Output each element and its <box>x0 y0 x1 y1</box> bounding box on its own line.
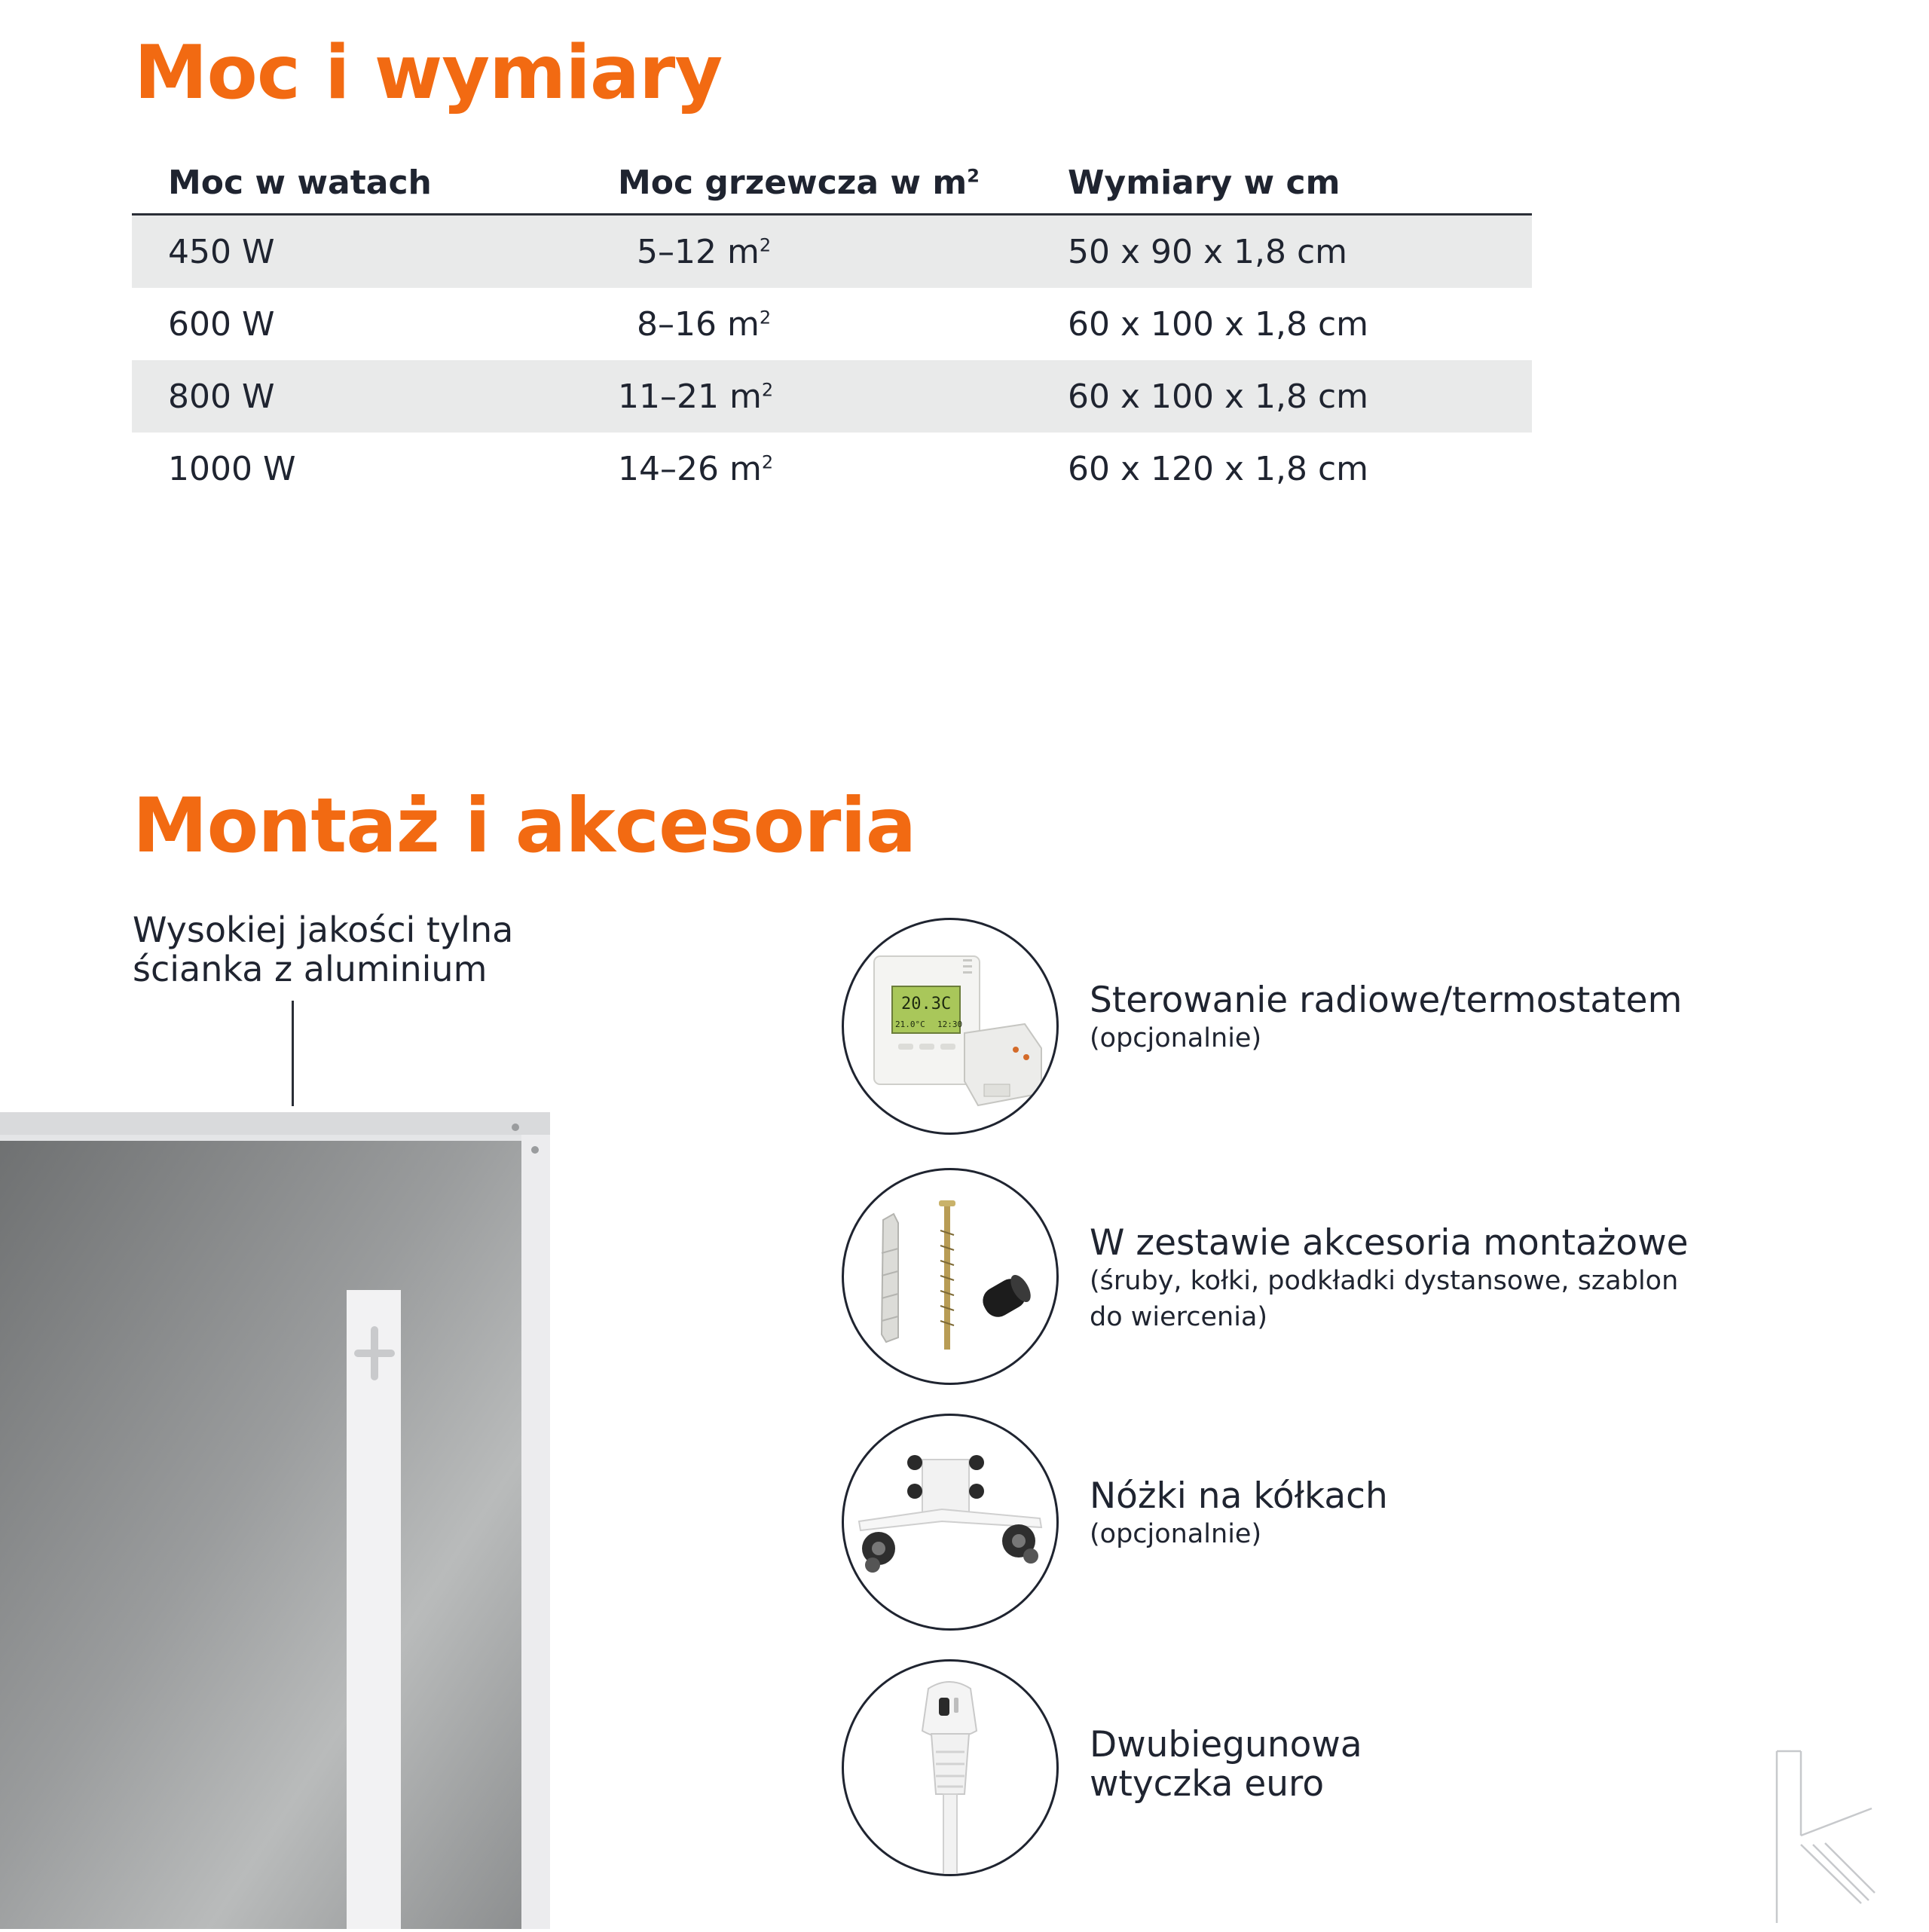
panel-caption: Wysokiej jakości tylna ścianka z aluminium <box>133 909 514 989</box>
accessory-wheeled-feet <box>1090 1477 1843 1552</box>
accessory-subtitle: (śruby, kołki, podkładki dystansowe, szablon do wiercenia) <box>1090 1266 1679 1332</box>
mounting-screws-image <box>842 1168 1059 1385</box>
cell-dimensions: 60 x 100 x 1,8 cm <box>1068 305 1369 344</box>
cell-heating: 5–12 $m^2$ <box>637 233 772 271</box>
accessory-subtitle: (opcjonalnie) <box>1090 1519 1262 1549</box>
cell-heating: 14–26 $m^2$ <box>618 450 774 488</box>
svg-text:21.0°C: 21.0°C <box>895 1019 925 1029</box>
table-row <box>132 433 1532 505</box>
table-row <box>132 360 1532 433</box>
wheeled-feet-image <box>842 1414 1059 1631</box>
accessory-thermostat <box>1090 981 1843 1056</box>
cell-power: 600 W <box>168 305 275 344</box>
header-dimensions: Wymiary w cm <box>1068 164 1341 202</box>
cell-power: 1000 W <box>168 450 296 488</box>
cell-heating: 11–21 $m^2$ <box>618 378 774 416</box>
aluminium-back-panel-image <box>0 1112 558 1932</box>
accessory-mounting-kit <box>1090 1224 1843 1335</box>
accessory-title: Sterowanie radiowe/termostatem <box>1090 980 1683 1021</box>
accessory-title: W zestawie akcesoria montażowe <box>1090 1222 1689 1264</box>
accessory-title: Nóżki na kółkach <box>1090 1475 1388 1517</box>
table-row <box>132 216 1532 288</box>
cell-power: 800 W <box>168 378 275 416</box>
accessory-euro-plug <box>1090 1726 1843 1804</box>
brand-logo-mark <box>1769 1747 1882 1930</box>
thermostat-image <box>842 918 1059 1135</box>
cell-dimensions: 60 x 100 x 1,8 cm <box>1068 378 1369 416</box>
accessory-title: Dwubiegunowa <box>1090 1724 1362 1765</box>
table-row <box>132 288 1532 360</box>
caption-pointer-line <box>292 1001 294 1106</box>
euro-plug-image <box>842 1659 1059 1876</box>
power-dimensions-table <box>132 154 1532 505</box>
cell-heating: 8–16 $m^2$ <box>637 305 772 344</box>
svg-text:20.3C: 20.3C <box>901 995 952 1013</box>
cell-dimensions: 50 x 90 x 1,8 cm <box>1068 233 1348 271</box>
accessory-title: wtyczka euro <box>1090 1763 1325 1805</box>
cell-power: 450 W <box>168 233 275 271</box>
svg-text:12:30: 12:30 <box>937 1019 963 1029</box>
accessory-subtitle: (opcjonalnie) <box>1090 1023 1262 1053</box>
table-header <box>132 154 1532 216</box>
section-title-mounting: Montaż i akcesoria <box>133 781 916 870</box>
header-power: Moc w watach <box>168 164 432 202</box>
section-title-power: Moc i wymiary <box>134 30 723 116</box>
cell-dimensions: 60 x 120 x 1,8 cm <box>1068 450 1369 488</box>
header-heating: Moc grzewcza w $m^2$ <box>618 164 980 202</box>
